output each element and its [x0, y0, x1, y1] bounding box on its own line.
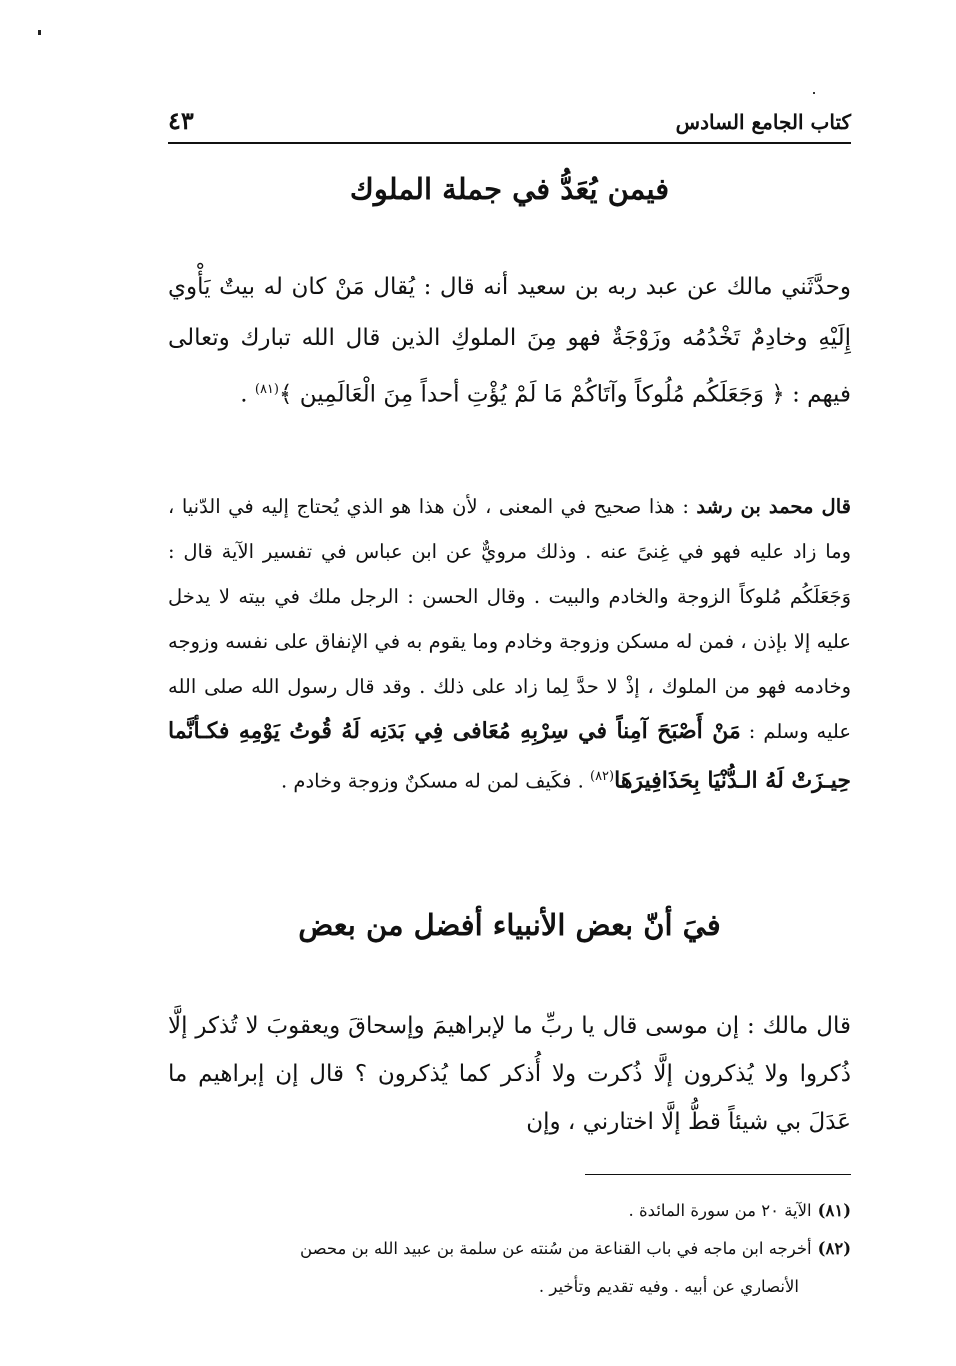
commentary-lead: قال محمد بن رشد [696, 495, 851, 518]
commentary-text: : هذا صحيح في المعنى ، لأن هذا هو الذي يُحتاج إليه في الدّنيا ، وما زاد عليه فهو في غِنىً عنه . وذلك مرويٌّ عن ابن عباس في تفسير الآية قال : وَجَعَلَكُم مُلوكاً الزوجة والخادم والبيت . وقال الحسن : الرجل ملك في بيته لا يدخل عليه إلا بإذن ، فمن له مسكن وزوجة وخادم وما يقوم به في الإنفاق على نفسه وزوجه وخادمه فهو من الملوك ، إذْ لا حدَّ لِما زاد على ذلك . وقد قال رسول الله صلى الله عليه وسلم : [168, 495, 851, 743]
scan-speck [38, 30, 41, 35]
footnote-number: (٨١) [817, 1201, 851, 1220]
section-title-prophets: فيَ أنّ بعض الأنبياء أفضل من بعض [298, 908, 721, 942]
paragraph-end: . [240, 381, 255, 408]
paragraph-malik-narration [168, 262, 851, 421]
commentary-end: . فكَيف لمن له مسكنٌ وزوجة وخادم . [281, 769, 590, 793]
footnote-82 [168, 1230, 851, 1268]
section-title-kings: فيمن يُعَدُّ في جملة الملوك [349, 172, 670, 206]
page-header [168, 106, 851, 144]
paragraph-ibn-rushd-commentary [168, 484, 851, 804]
scan-speck [813, 92, 815, 94]
footnote-ref-81: (٨١) [254, 382, 279, 397]
footnote-82-continuation: الأنصاري عن أبيه . وفيه تقديم وتأخير . [538, 1277, 799, 1296]
footnote-ref-82: (٨٢) [590, 769, 615, 784]
paragraph-musa-narration [168, 1002, 851, 1146]
running-title: كتاب الجامع السادس [675, 110, 851, 134]
hadith-quote: مَنْ أَصْبَحَ آمِناً في سِرْبِهِ مُعَافى فِي بَدَنِه لَهُ قُوتُ يَوْمِهِ فكـأنَّما حِيـزَتْ لَهُ الـدُّنْيَا بِحَذَافِيرَهَا [168, 718, 851, 794]
footnotes [168, 1192, 851, 1306]
page-number: ٤٣ [168, 106, 194, 135]
footnote-number: (٨٢) [817, 1239, 851, 1258]
paragraph-text: قال مالك : إن موسى قال يا ربِّ ما لإبراهيمَ وإسحاقَ ويعقوبَ لا تُذكر إلَّا ذُكروا ولا يُذكرون إلَّا ذُكرت ولا أُذكر كما يُذكرون ؟ قال إن إبراهيم ما عَدَلَ بي شيئاً قطُّ إلَّا اختارني ، وإن [168, 1013, 851, 1135]
footnote-81 [168, 1192, 851, 1230]
footnote-text: أخرجه ابن ماجه في باب القناعة من سُنته عن سلمة بن عبيد الله بن محصن [300, 1239, 812, 1258]
footnote-separator [585, 1174, 851, 1175]
footnote-text: الآية ٢٠ من سورة المائدة . [628, 1201, 812, 1220]
paragraph-text: وحدَّثَني مالك عن عبد ربه بن سعيد أنه قال : يُقال مَنْ كان له بيتٌ يَأْوي إِلَيْهِ وخادِمٌ تَخْدُمُه وزَوْجَةٌ فهو مِنَ الملوكِ الذين قال الله تبارك وتعالى فيهم : ﴿ وَجَعَلَكُم مُلُوكاً وآتَاكُمْ مَا لَمْ يُؤْتِ أحداً مِنَ الْعَالَمِين ﴾ [168, 274, 851, 408]
